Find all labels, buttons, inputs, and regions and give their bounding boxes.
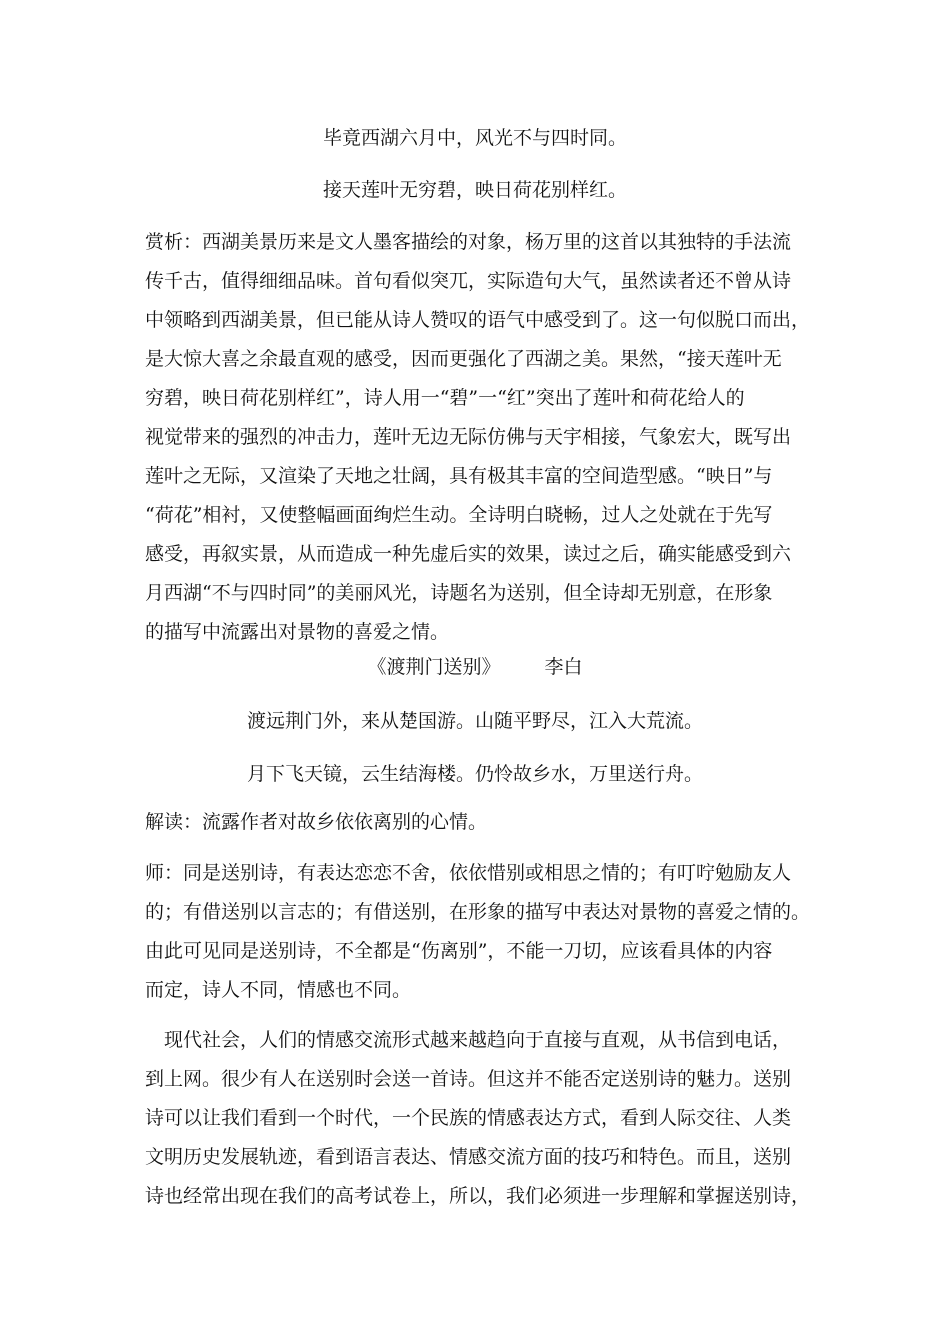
appreciation-line: 中领略到西湖美景，但已能从诗人赞叹的语气中感受到了。这一句似脱口而出，	[145, 309, 811, 331]
poem1-line1: 毕竟西湖六月中，风光不与四时同。	[322, 127, 627, 149]
appreciation-line: 的描写中流露出对景物的喜爱之情。	[145, 621, 450, 643]
modern-line: 到上网。很少有人在送别时会送一首诗。但这并不能否定送别诗的魅力。送别	[145, 1068, 792, 1090]
modern-line: 文明历史发展轨迹，看到语言表达、情感交流方面的技巧和特色。而且，送别	[145, 1146, 792, 1168]
appreciation-line: 传千古，值得细细品味。首句看似突兀，实际造句大气，虽然读者还不曾从诗	[145, 270, 792, 292]
teacher-line: 由此可见同是送别诗，不全都是“伤离别”，不能一刀切，应该看具体的内容	[145, 940, 773, 962]
appreciation-line: 赏析：西湖美景历来是文人墨客描绘的对象，杨万里的这首以其独特的手法流	[145, 231, 792, 253]
appreciation-line: 感受，再叙实景，从而造成一种先虚后实的效果，读过之后，确实能感受到六	[145, 543, 792, 565]
appreciation-line: 视觉带来的强烈的冲击力，莲叶无边无际仿佛与天宇相接，气象宏大，既写出	[145, 426, 792, 448]
poem2-author: 李白	[544, 656, 583, 678]
poem2-heading	[0, 652, 950, 682]
poem2-line2: 月下飞天镜，云生结海楼。仍怜故乡水，万里送行舟。	[246, 763, 703, 785]
appreciation-line: 是大惊大喜之余最直观的感受，因而更强化了西湖之美。果然，“接天莲叶无	[145, 348, 782, 370]
appreciation-paragraph	[145, 223, 813, 652]
teacher-line: 的；有借送别以言志的；有借送别，在形象的描写中表达对景物的喜爱之情的。	[145, 901, 811, 923]
poem2-line1: 渡远荆门外，来从楚国游。山随平野尽，江入大荒流。	[246, 710, 703, 732]
teacher-line: 而定，诗人不同，情感也不同。	[145, 979, 412, 1001]
modern-paragraph	[145, 1021, 813, 1216]
poem1-line2: 接天莲叶无穷碧，映日荷花别样红。	[322, 179, 627, 201]
appreciation-line: 莲叶之无际，又渲染了天地之壮阔，具有极其丰富的空间造型感。“映日”与	[145, 465, 773, 487]
appreciation-line: 月西湖“不与四时同”的美丽风光，诗题名为送别，但全诗却无别意，在形象	[145, 582, 773, 604]
appreciation-line: “荷花”相衬，又使整幅画面绚烂生动。全诗明白晓畅，过人之处就在于先写	[145, 504, 773, 526]
modern-line: 诗也经常出现在我们的高考试卷上，所以，我们必须进一步理解和掌握送别诗，	[145, 1185, 811, 1207]
teacher-paragraph	[145, 854, 813, 1010]
teacher-line: 师：同是送别诗，有表达恋恋不舍，依依惜别或相思之情的；有叮咛勉励友人	[145, 862, 792, 884]
interpretation-line: 解读：流露作者对故乡依依离别的心情。	[145, 811, 488, 833]
appreciation-line: 穷碧，映日荷花别样红”，诗人用一“碧”一“红”突出了莲叶和荷花给人的	[145, 387, 745, 409]
poem2-title: 《渡荆门送别》	[367, 656, 501, 678]
interpretation-paragraph	[145, 803, 813, 842]
modern-line: 现代社会，人们的情感交流形式越来越趋向于直接与直观，从书信到电话，	[164, 1029, 792, 1051]
modern-line: 诗可以让我们看到一个时代，一个民族的情感表达方式，看到人际交往、人类	[145, 1107, 792, 1129]
